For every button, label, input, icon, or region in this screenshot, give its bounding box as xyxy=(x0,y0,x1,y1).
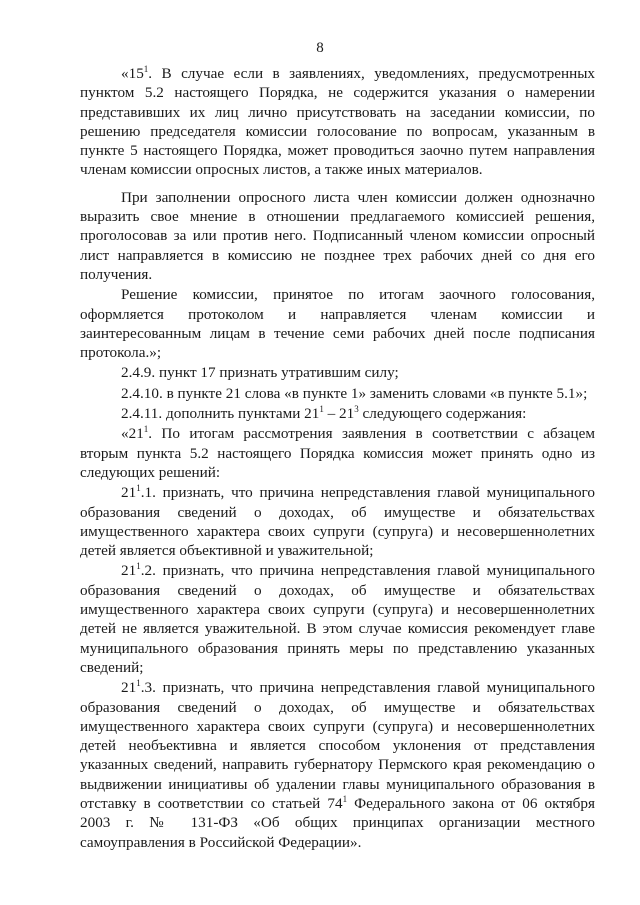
paragraph-text: 21 xyxy=(121,562,137,580)
superscript: 1 xyxy=(136,678,141,689)
superscript: 3 xyxy=(354,404,359,415)
document-body xyxy=(80,64,595,852)
superscript: 1 xyxy=(143,64,149,74)
superscript: 1 xyxy=(319,404,324,415)
paragraph-text: 2.4.11. дополнить пунктами 21 xyxy=(121,405,320,423)
paragraph-text: «21 xyxy=(121,425,144,443)
paragraph xyxy=(80,64,595,180)
paragraph-text: . По итогам рассмотрения заявления в соответствии с абзацем вторым пункта 5.2 настоящего Порядка комиссия может принять одно из следующих решений: xyxy=(80,425,595,481)
superscript: 1 xyxy=(143,424,149,435)
paragraph-text: – 21 xyxy=(323,405,355,423)
superscript: 1 xyxy=(342,793,348,804)
paragraph-text: .3. признать, что причина непредставления главой муниципального образования сведений о доходах, об имуществе и обязательствах имущественного характера своих супруги (супруга) и несовершеннолетних детей необъективна и является способом уклонения от представления указанных сведений, направить губернатору Пермского края рекомендацию о выдвижении инициативы об удалении главы муниципального образования в отставку в соответствии со статьей 74 xyxy=(80,679,595,812)
paragraph-text: «15 xyxy=(121,65,144,82)
paragraph xyxy=(80,678,595,852)
page-number: 8 xyxy=(316,40,324,56)
paragraph-text: 2.4.9. пункт 17 признать утратившим силу; xyxy=(121,364,399,382)
paragraph-text: 2.4.10. в пункте 21 слова «в пункте 1» заменить словами «в пункте 5.1»; xyxy=(121,384,588,402)
paragraph-text: . В случае если в заявлениях, уведомлениях, предусмотренных пунктом 5.2 настоящего Порядка, не содержится указания о намерении представивших их лиц лично присутствовать на заседании комиссии, по решению председателя комиссии голосование по вопросам, указанным в пункте 5 настоящего Порядка, может проводиться заочно путем направления членам комиссии опросных листов, а также иных материалов. xyxy=(80,65,595,179)
paragraph xyxy=(80,384,595,403)
paragraph-text: следующего содержания: xyxy=(358,405,527,423)
superscript: 1 xyxy=(136,561,141,572)
superscript: 1 xyxy=(136,483,141,494)
paragraph-text: Федерального закона от 06 октября 2003 г. № 131-ФЗ «Об общих принципах организации местного самоуправления в Российской Федерации». xyxy=(80,794,595,851)
paragraph xyxy=(80,561,595,677)
paragraph-text: 21 xyxy=(121,679,137,697)
paragraph-text: При заполнении опросного листа член комиссии должен однозначно выразить свое мнение в отношении предлагаемого комиссией решения, проголосовав за или против него. Подписанный членом комиссии опросный лист направляется в комиссию не позднее трех рабочих дней со дня его получения. xyxy=(80,188,595,283)
paragraph xyxy=(80,404,595,423)
paragraph xyxy=(80,424,595,482)
paragraph-text: .2. признать, что причина непредставления главой муниципального образования сведений о доходах, об имуществе и обязательствах имущественного характера своих супруги (супруга) и несовершеннолетних детей не является уважительной. В этом случае комиссия рекомендует главе муниципального образования принять меры по представлению указанных сведений; xyxy=(80,562,595,676)
paragraph xyxy=(80,483,595,560)
paragraph-text: Решение комиссии, принятое по итогам заочного голосования, оформляется протоколом и направляется членам комиссии и заинтересованным лицам в течение семи рабочих дней после подписания протокола.»; xyxy=(80,286,595,362)
paragraph xyxy=(80,188,595,284)
paragraph xyxy=(80,363,595,382)
paragraph xyxy=(80,285,595,362)
paragraph-text: .1. признать, что причина непредставления главой муниципального образования сведений о доходах, об имуществе и обязательствах имущественного характера своих супруги (супруга) и несовершеннолетних детей является объективной и уважительной; xyxy=(80,484,595,560)
paragraph-text: 21 xyxy=(121,484,137,502)
